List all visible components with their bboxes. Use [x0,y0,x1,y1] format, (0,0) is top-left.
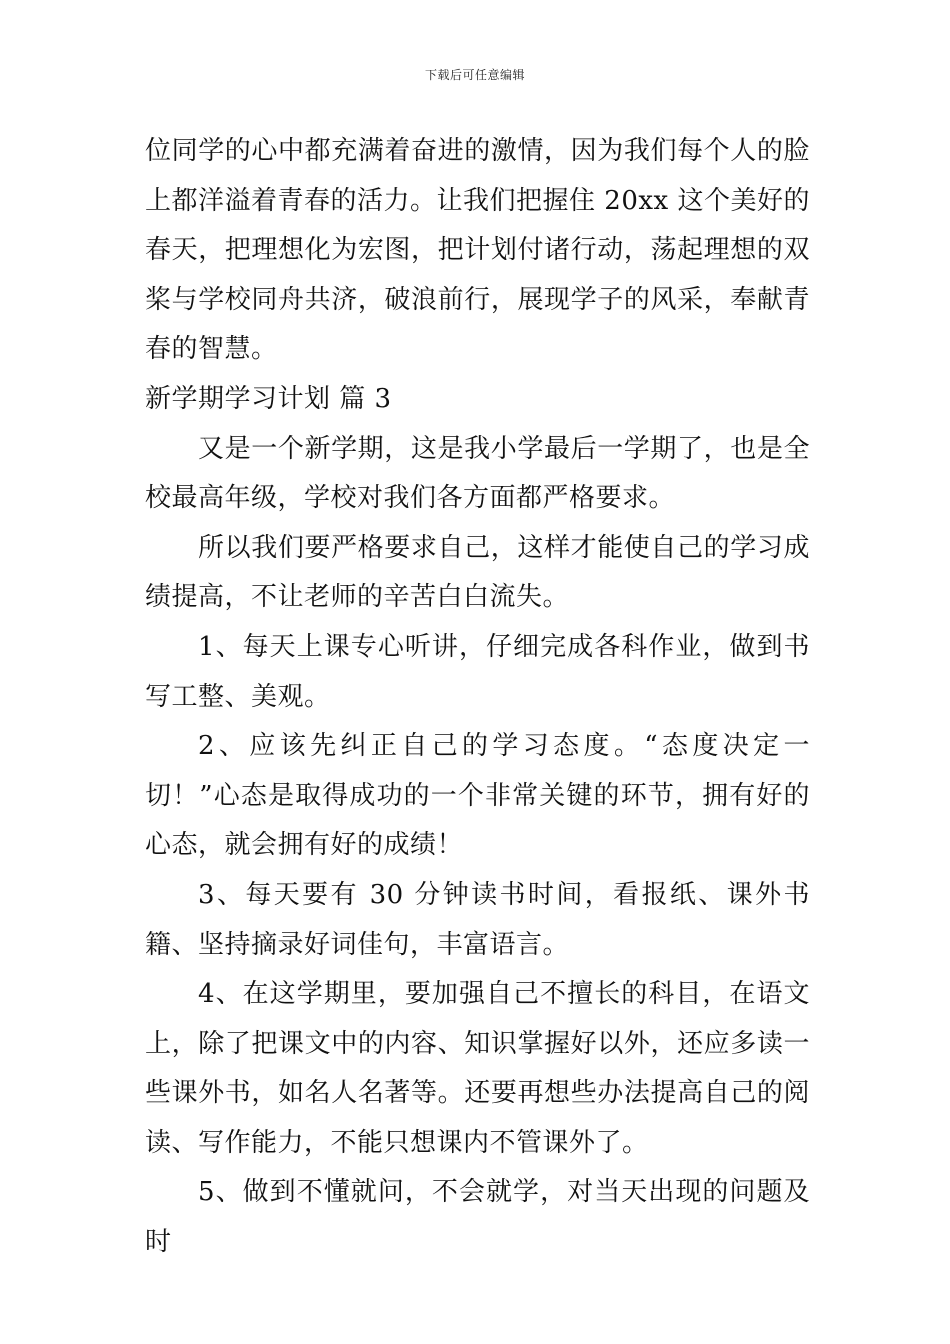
header-note: 下载后可任意编辑 [424,68,525,82]
list-item-paragraph: 4、在这学期里，要加强自己不擅长的科目，在语文上，除了把课文中的内容、知识掌握好以外，还应多读一些课外书，如名人名著等。还要再想些办法提高自己的阅读、写作能力，不能只想课内不管课外了。 [145,979,810,1158]
paragraph: 又是一个新学期，这是我小学最后一学期了，也是全校最高年级，学校对我们各方面都严格要求。 [145,433,810,514]
list-item-paragraph: 2、应该先纠正自己的学习态度。“态度决定一切！”心态是取得成功的一个非常关键的环节，拥有好的心态，就会拥有好的成绩！ [145,731,810,861]
list-item-paragraph: 5、做到不懂就问，不会就学，对当天出现的问题及时 [145,1177,810,1258]
paragraph: 所以我们要严格要求自己，这样才能使自己的学习成绩提高，不让老师的辛苦白白流失。 [145,532,810,613]
paragraph-continuation: 位同学的心中都充满着奋进的激情，因为我们每个人的脸上都洋溢着青春的活力。让我们把握住 20xx 这个美好的春天，把理想化为宏图，把计划付诸行动，荡起理想的双桨与学校同舟共济，破浪前行，展现学子的风采，奉献青春的智慧。 [145,136,810,365]
list-item-paragraph: 3、每天要有 30 分钟读书时间，看报纸、课外书籍、坚持摘录好词佳句，丰富语言。 [145,879,810,960]
section-heading: 新学期学习计划 篇 3 [145,383,392,414]
document-body [145,127,810,1268]
list-item-paragraph: 1、每天上课专心听讲，仔细完成各科作业，做到书写工整、美观。 [145,631,810,712]
